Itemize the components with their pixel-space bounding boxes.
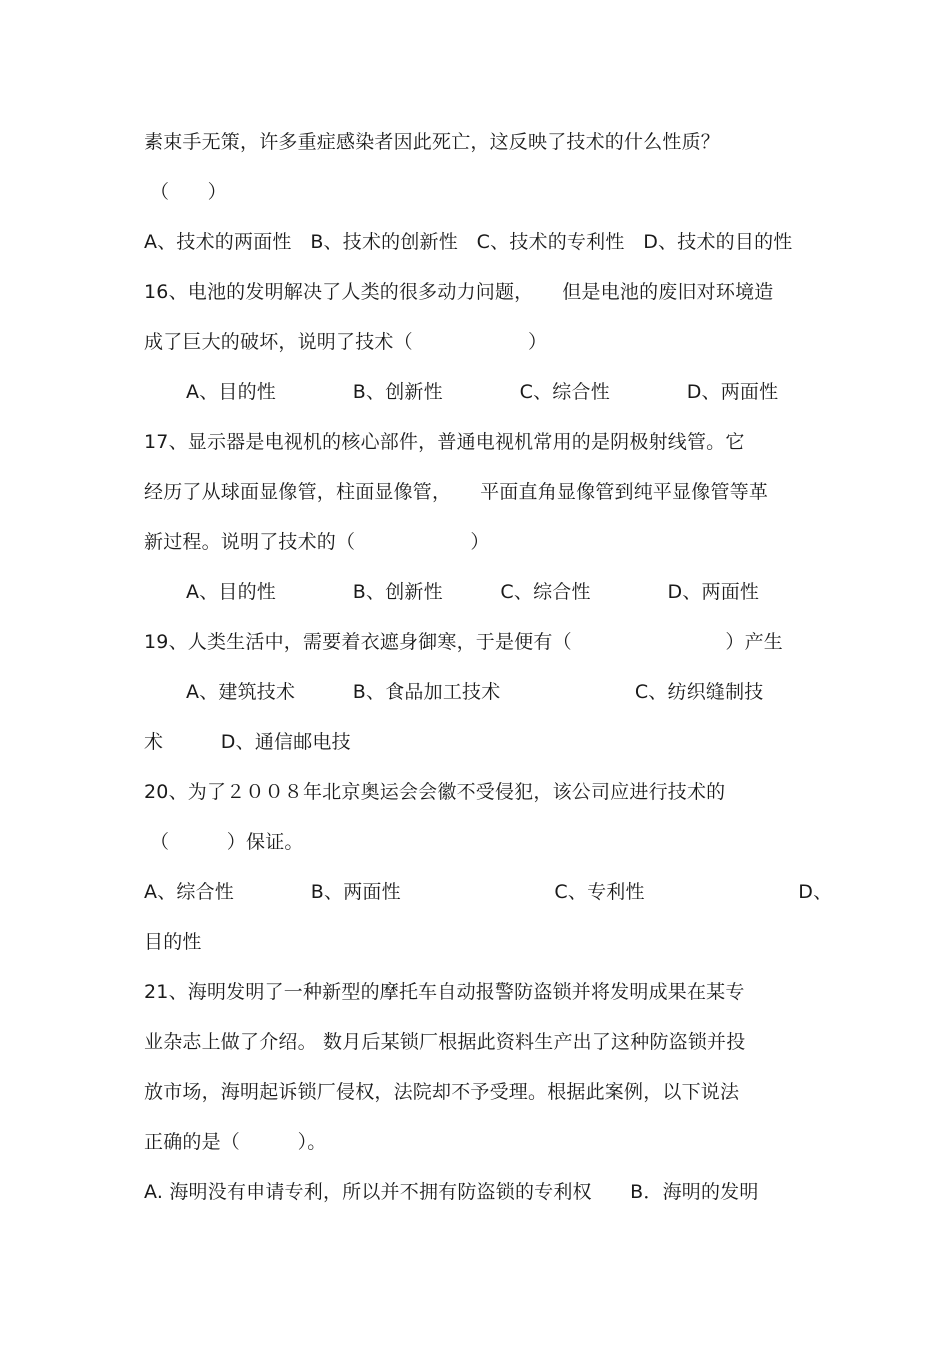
text-line-q20-stem-cont: （ ）保证。 [150, 831, 304, 853]
text-line-q20-options-cont: 目的性 [144, 931, 202, 953]
text-line-q16-stem-cont: 成了巨大的破坏，说明了技术（ ） [144, 331, 548, 353]
text-line-q19-options: A、建筑技术 B、食品加工技术 C、纺织缝制技 [186, 681, 764, 703]
text-line-q21-stem-cont-1: 业杂志上做了介绍。 数月后某锁厂根据此资料生产出了这种防盗锁并投 [144, 1031, 746, 1053]
text-line-q21-options: A. 海明没有申请专利，所以并不拥有防盗锁的专利权 B．海明的发明 [144, 1181, 759, 1203]
text-line-q20-stem: 20、为了２００８年北京奥运会会徽不受侵犯，该公司应进行技术的 [144, 781, 726, 803]
text-line-q19-stem: 19、人类生活中，需要着衣遮身御寒，于是便有（ ）产生 [144, 631, 783, 653]
text-line-q21-stem-cont-2: 放市场，海明起诉锁厂侵权，法院却不予受理。根据此案例，以下说法 [144, 1081, 740, 1103]
text-line-q15-options: A、技术的两面性 B、技术的创新性 C、技术的专利性 D、技术的目的性 [144, 231, 793, 253]
text-line-q21-stem: 21、海明发明了一种新型的摩托车自动报警防盗锁并将发明成果在某专 [144, 981, 745, 1003]
text-line-q16-options: A、目的性 B、创新性 C、综合性 D、两面性 [186, 381, 779, 403]
text-line-q15-cont: 素束手无策，许多重症感染者因此死亡，这反映了技术的什么性质？ [144, 131, 721, 153]
text-line-q15-blank: （ ） [150, 181, 227, 203]
text-line-q19-options-cont: 术 D、通信邮电技 [144, 731, 351, 753]
text-line-q21-stem-end: 正确的是（ ）。 [144, 1131, 327, 1153]
text-line-q20-options: A、综合性 B、两面性 C、专利性 D、 [144, 881, 833, 903]
text-line-q17-stem: 17、显示器是电视机的核心部件，普通电视机常用的是阴极射线管。它 [144, 431, 745, 453]
text-line-q17-stem-end: 新过程。说明了技术的（ ） [144, 531, 490, 553]
text-line-q17-stem-cont: 经历了从球面显像管，柱面显像管， 平面直角显像管到纯平显像管等革 [144, 481, 769, 503]
text-line-q16-stem: 16、电池的发明解决了人类的很多动力问题， 但是电池的废旧对环境造 [144, 281, 774, 303]
text-line-q17-options: A、目的性 B、创新性 C、综合性 D、两面性 [186, 581, 760, 603]
